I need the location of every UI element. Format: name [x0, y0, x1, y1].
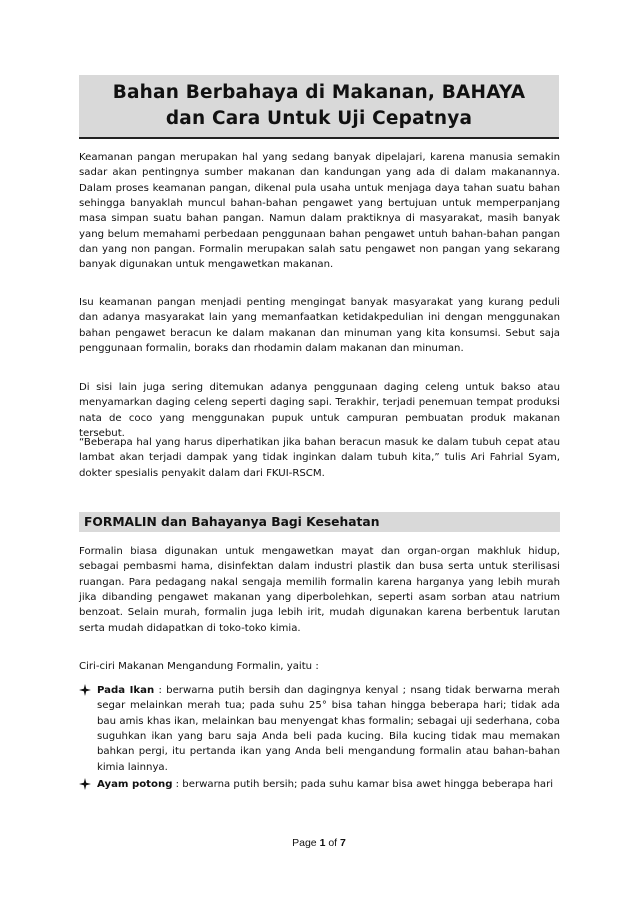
footer-middle: of: [325, 837, 341, 849]
list-item-text: : berwarna putih bersih dan dagingnya kenyal ; nsang tidak berwarna merah segar melainkan merah tua; pada suhu 25° bisa tahan hingga beberapa hari; tidak ada bau amis khas ikan, melainkan bau menyengat khas formalin; sebagai uji sederhana, coba suguhkan ikan yang baru saja Anda beli pada kucing. Bila kucing tidak mau memakan bahkan pergi, itu pertanda ikan yang Anda beli mengandung formalin atau bahan-bahan kimia lainnya.: [97, 685, 560, 773]
document-title: [113, 80, 526, 132]
paragraph-4-quote: “Beberapa hal yang harus diperhatikan jika bahan beracun masuk ke dalam tubuh cepat atau lambat akan terjadi dampak yang tidak inginkan dalam tubuh kita,” tulis Ari Fahrial Syam, dokter spesialis penyakit dalam dari FKUI-RSCM.: [79, 437, 560, 479]
diamond-bullet-icon: [79, 778, 91, 790]
formalin-characteristics-list: [79, 683, 560, 794]
footer-total-pages: 7: [340, 837, 346, 849]
diamond-bullet-icon: [79, 684, 91, 696]
section-heading-formalin: [79, 512, 560, 532]
list-item-text: : berwarna putih bersih; pada suhu kamar bisa awet hingga beberapa hari: [172, 779, 554, 791]
title-box: [79, 75, 559, 139]
footer-prefix: Page: [292, 837, 320, 849]
title-line-2: dan Cara Untuk Uji Cepatnya: [165, 108, 473, 129]
section-heading-text: FORMALIN dan Bahayanya Bagi Kesehatan: [84, 515, 380, 529]
list-intro: Ciri-ciri Makanan Mengandung Formalin, yaitu :: [79, 661, 319, 672]
title-line-1: Bahan Berbahaya di Makanan, BAHAYA: [112, 82, 526, 103]
page-footer: [0, 837, 638, 849]
list-item-label: Pada Ikan: [97, 685, 155, 696]
list-item: [79, 683, 560, 775]
section-paragraph: Formalin biasa digunakan untuk mengawetkan mayat dan organ-organ makhluk hidup, sebagai pembasmi hama, disinfektan dalam industri plastik dan busa serta untuk sterilisasi ruangan. Para pedagang nakal sengaja memilih formalin karena harganya yang lebih murah jika dibanding pengawet makanan yang diperbolehkan, seperti asam sorban atau natrium benzoat. Selain murah, formalin juga lebih irit, mudah digunakan karena berbentuk larutan serta mudah didapatkan di toko-toko kimia.: [79, 546, 560, 634]
paragraph-3: Di sisi lain juga sering ditemukan adanya penggunaan daging celeng untuk bakso atau menyamarkan daging celeng seperti daging sapi. Terakhir, terjadi penemuan tempat produksi nata de coco yang menggunakan pupuk untuk campuran pembuatan produk makanan tersebut.: [79, 382, 560, 440]
footer-current-page: 1: [319, 837, 326, 849]
list-item-label: Ayam potong: [97, 779, 173, 791]
paragraph-1: Keamanan pangan merupakan hal yang sedang banyak dipelajari, karena manusia semakin sadar akan pentingnya sumber makanan dan kandungan yang ada di dalam makanannya. Dalam proses keamanan pangan, dikenal pula usaha untuk menjaga daya tahan suatu bahan sehingga banyaklah muncul bahan-bahan pengawet yang bertujuan untuk memperpanjang masa simpan suatu bahan pangan. Namun dalam praktiknya di masyarakat, masih banyak yang belum memahami perbedaan penggunaan bahan pengawet untuh bahan-bahan pangan dan yang non pangan. Formalin merupakan salah satu pengawet non pangan yang sekarang banyak digunakan untuk mengawetkan makanan.: [79, 152, 560, 271]
list-item: [79, 777, 560, 792]
paragraph-2: Isu keamanan pangan menjadi penting mengingat banyak masyarakat yang kurang peduli dan adanya masyarakat lain yang memanfaatkan ketidakpedulian ini dengan menggunakan bahan pengawet beracun ke dalam makanan dan minuman yang kita konsumsi. Sebut saja penggunaan formalin, boraks dan rhodamin dalam makanan dan minuman.: [79, 297, 560, 355]
